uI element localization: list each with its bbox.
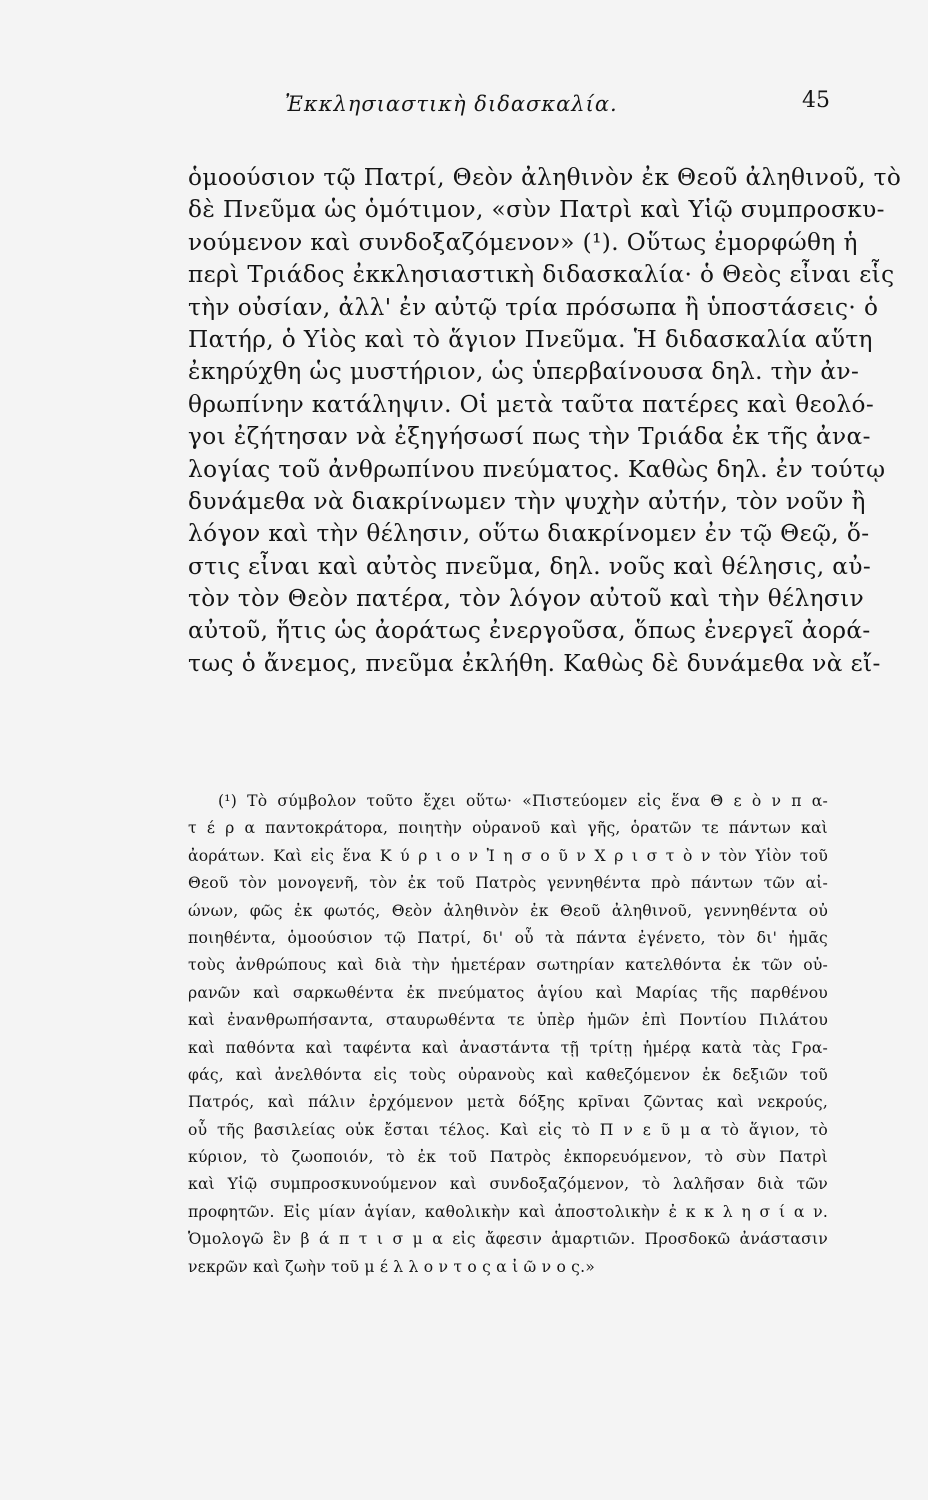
text-line: δυνάμεθα νὰ διακρίνωμεν τὴν ψυχὴν αὐτήν, τὸν νοῦν ἢ (188, 487, 866, 515)
footnote-line: κύριον, τὸ ζωοποιόν, τὸ ἐκ τοῦ Πατρὸς ἐκπορευόμενον, τὸ σὺν Πατρὶ (188, 1148, 828, 1167)
main-text (188, 162, 902, 680)
text-line: λόγον καὶ τὴν θέλησιν, οὕτω διακρίνομεν ἐν τῷ Θεῷ, ὅ- (188, 520, 870, 548)
footnote-line: προφητῶν. Εἰς μίαν ἁγίαν, καθολικὴν καὶ ἀποστολικὴν ἐ κ κ λ η σ ί α ν. (188, 1202, 828, 1221)
footnote-line: ἀοράτων. Καὶ εἰς ἕνα Κ ύ ρ ι ο ν Ἰ η σ ο ῦ ν Χ ρ ι σ τ ὸ ν τὸν Υἱὸν τοῦ (188, 846, 828, 865)
text-line: αὐτοῦ, ἥτις ὡς ἀοράτως ἐνεργοῦσα, ὅπως ἐνεργεῖ ἀορά- (188, 617, 871, 645)
footnote-line: καὶ Υἱῷ συμπροσκυνούμενον καὶ συνδοξαζόμενον, τὸ λαλῆσαν διὰ τῶν (188, 1175, 828, 1194)
text-line: ὁμοούσιον τῷ Πατρί, Θεὸν ἀληθινὸν ἐκ Θεοῦ ἀληθινοῦ, τὸ (188, 164, 902, 191)
text-line: λογίας τοῦ ἀνθρωπίνου πνεύματος. Καθὼς δηλ. ἐν τούτῳ (188, 455, 886, 483)
footnote-line: Θεοῦ τὸν μονογενῆ, τὸν ἐκ τοῦ Πατρὸς γεννηθέντα πρὸ πάντων τῶν αἰ- (188, 874, 828, 893)
running-head-title: Ἐκκλησιαστικὴ διδασκαλία. (285, 92, 618, 116)
footnote-line: τοὺς ἀνθρώπους καὶ διὰ τὴν ἡμετέραν σωτηρίαν κατελθόντα ἐκ τῶν οὐ- (188, 956, 828, 975)
footnote-line: τ έ ρ α παντοκράτορα, ποιητὴν οὐρανοῦ καὶ γῆς, ὁρατῶν τε πάντων καὶ (188, 819, 828, 838)
footnote-line: καὶ ἐνανθρωπήσαντα, σταυρωθέντα τε ὑπὲρ ἡμῶν ἐπὶ Ποντίου Πιλάτου (188, 1011, 828, 1030)
footnote (188, 788, 828, 1281)
footnote-line: ώνων, φῶς ἐκ φωτός, Θεὸν ἀληθινὸν ἐκ Θεοῦ ἀληθινοῦ, γεννηθέντα οὐ (188, 901, 828, 920)
text-line: δὲ Πνεῦμα ὡς ὁμότιμον, «σὺν Πατρὶ καὶ Υἱῷ συμπροσκυ- (188, 196, 885, 224)
text-line: στις εἶναι καὶ αὐτὸς πνεῦμα, δηλ. νοῦς καὶ θέλησις, αὐ- (188, 552, 872, 580)
text-line: Πατήρ, ὁ Υἱὸς καὶ τὸ ἅγιον Πνεῦμα. Ἡ διδασκαλία αὕτη (188, 325, 873, 353)
page-number: 45 (802, 88, 830, 113)
text-line: τως ὁ ἄνεμος, πνεῦμα ἐκλήθη. Καθὼς δὲ δυνάμεθα νὰ εἴ- (188, 649, 881, 677)
text-line: τὸν τὸν Θεὸν πατέρα, τὸν λόγον αὐτοῦ καὶ τὴν θέλησιν (188, 585, 865, 613)
footnote-line: Ὁμολογῶ ἓν β ά π τ ι σ μ α εἰς ἄφεσιν ἁμαρτιῶν. Προσδοκῶ ἀνάστασιν (188, 1230, 828, 1249)
footnote-line: ποιηθέντα, ὁμοούσιον τῷ Πατρί, δι' οὗ τὰ πάντα ἐγένετο, τὸν δι' ἡμᾶς (188, 928, 828, 947)
footnote-line: φάς, καὶ ἀνελθόντα εἰς τοὺς οὐρανοὺς καὶ καθεζόμενον ἐκ δεξιῶν τοῦ (188, 1065, 828, 1084)
text-line: ἐκηρύχθη ὡς μυστήριον, ὡς ὑπερβαίνουσα δηλ. τὴν ἀν- (188, 358, 860, 386)
text-line: περὶ Τριάδος ἐκκλησιαστικὴ διδασκαλία· ὁ Θεὸς εἶναι εἷς (188, 261, 895, 289)
running-head (190, 88, 830, 122)
footnote-line: νεκρῶν καὶ ζωὴν τοῦ μ έ λ λ ο ν τ ο ς α ἰ ῶ ν ο ς.» (188, 1257, 596, 1276)
text-line: γοι ἐζήτησαν νὰ ἐξηγήσωσί πως τὴν Τριάδα ἐκ τῆς ἀνα- (188, 423, 871, 451)
text-line: τὴν οὐσίαν, ἀλλ' ἐν αὐτῷ τρία πρόσωπα ἢ ὑποστάσεις· ὁ (188, 293, 879, 321)
footnote-line: Πατρός, καὶ πάλιν ἐρχόμενον μετὰ δόξης κρῖναι ζῶντας καὶ νεκρούς, (188, 1093, 828, 1112)
footnote-line: οὗ τῆς βασιλείας οὐκ ἔσται τέλος. Καὶ εἰς τὸ Π ν ε ῦ μ α τὸ ἅγιον, τὸ (188, 1120, 828, 1139)
footnote-line: καὶ παθόντα καὶ ταφέντα καὶ ἀναστάντα τῇ τρίτῃ ἡμέρᾳ κατὰ τὰς Γρα- (188, 1038, 828, 1057)
text-line: θρωπίνην κατάληψιν. Οἱ μετὰ ταῦτα πατέρες καὶ θεολό- (188, 390, 875, 418)
footnote-line: ρανῶν καὶ σαρκωθέντα ἐκ πνεύματος ἁγίου καὶ Μαρίας τῆς παρθένου (188, 983, 828, 1002)
footnote-line: (¹) Τὸ σύμβολον τοῦτο ἔχει οὕτω· «Πιστεύομεν εἰς ἕνα Θ ε ὸ ν π α- (218, 792, 828, 810)
text-line: νούμενον καὶ συνδοξαζόμενον» (¹). Οὕτως ἐμορφώθη ἡ (188, 228, 858, 256)
